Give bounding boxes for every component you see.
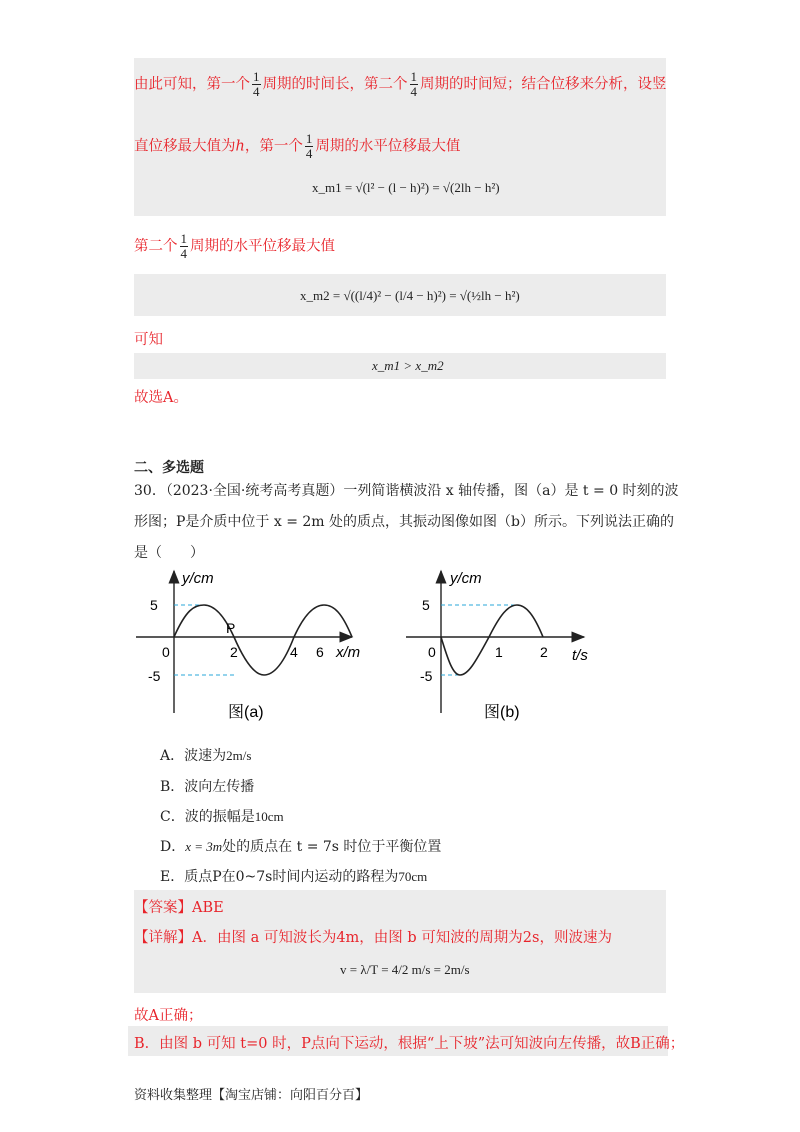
- figure-a-wave: [174, 605, 352, 675]
- figure-a-point-p: P: [226, 620, 236, 636]
- formula-xm1: x_m1 = √(l² − (l − h)²) = √(2lh − h²): [312, 180, 500, 195]
- formula-xm2: x_m2 = √((l/4)² − (l/4 − h)²) = √(½lh − h²): [300, 288, 520, 303]
- solution-line-5: 故选A。: [134, 390, 188, 406]
- figure-a-wave-graph: [130, 565, 370, 730]
- option-d: D．x = 3m处的质点在 t = 7s 时位于平衡位置: [160, 839, 442, 855]
- option-c: C．波的振幅是10cm: [160, 809, 284, 825]
- solution-line-2: 直位移最大值为h，第一个 $\frac{1}{4}$ 周期的水平位移最大值: [134, 131, 461, 161]
- section-title: 二、多选题: [134, 460, 204, 476]
- question-line-3: 是（ ）: [134, 545, 204, 561]
- figure-a-tick-6: 6: [316, 644, 324, 660]
- figure-a-ylabel: y/cm: [182, 570, 214, 587]
- figure-b-tick-1: 1: [495, 644, 503, 660]
- solution-line-1: 由此可知，第一个 $\frac{1}{4}$ 周期的时间长，第二个 $\frac{1}{4}$ 周期的时间短；结合位移来分析，设竖: [134, 69, 667, 99]
- figure-b-label-neg5: -5: [420, 668, 433, 684]
- question-line-1: 30．（2023·全国·统考高考真题）一列简谐横波沿 x 轴传播，图（a）是 t = 0 时刻的波: [134, 483, 679, 499]
- detail-line: 【详解】A．由图 a 可知波长为4m，由图 b 可知波的周期为2s，则波速为: [134, 930, 612, 946]
- figure-b-xlabel: t/s: [572, 647, 588, 664]
- figure-a-tick-4: 4: [290, 644, 298, 660]
- figure-b-wave: [441, 605, 543, 675]
- figure-b-vibration-graph: [400, 565, 600, 730]
- figure-a-tick-2: 2: [230, 644, 238, 660]
- option-e: E．质点P在0~7s时间内运动的路程为70cm: [160, 869, 428, 885]
- figure-a-label-neg5: -5: [148, 668, 161, 684]
- solution-line-4: 可知: [134, 332, 163, 348]
- fraction-quarter: $\frac{1}{4}$: [253, 69, 260, 99]
- option-a: A．波速为2m/s: [160, 748, 252, 764]
- question-line-2: 形图；P是介质中位于 x = 2m 处的质点，其振动图像如图（b）所示。下列说法正确的: [134, 514, 674, 530]
- solution-line-3: 第二个 $\frac{1}{4}$ 周期的水平位移最大值: [134, 231, 335, 261]
- figure-b-caption: 图(b): [484, 704, 520, 721]
- figure-a-label-5: 5: [150, 597, 158, 613]
- option-b-explanation: B．由图 b 可知 t=0 时，P点向下运动，根据“上下坡”法可知波向左传播，故B正确；: [134, 1036, 685, 1052]
- figure-b-tick-2: 2: [540, 644, 548, 660]
- figure-a-caption: 图(a): [228, 704, 264, 721]
- figure-b-ylabel: y/cm: [450, 570, 482, 587]
- figure-b-label-5: 5: [422, 597, 430, 613]
- fraction-quarter: $\frac{1}{4}$: [410, 69, 417, 99]
- figure-a-xlabel: x/m: [336, 644, 361, 661]
- footer: 资料收集整理【淘宝店铺：向阳百分百】: [134, 1088, 369, 1103]
- formula-velocity: v = λ/T = 4/2 m/s = 2m/s: [340, 962, 470, 977]
- formula-compare: x_m1 > x_m2: [372, 358, 444, 373]
- conclusion-a: 故A正确；: [134, 1008, 203, 1024]
- figure-a-origin: 0: [162, 644, 170, 660]
- option-b: B．波向左传播: [160, 779, 255, 795]
- fraction-quarter: $\frac{1}{4}$: [305, 131, 313, 161]
- answer-line: 【答案】ABE: [134, 900, 224, 916]
- figure-b-origin: 0: [428, 644, 436, 660]
- fraction-quarter: $\frac{1}{4}$: [180, 231, 187, 261]
